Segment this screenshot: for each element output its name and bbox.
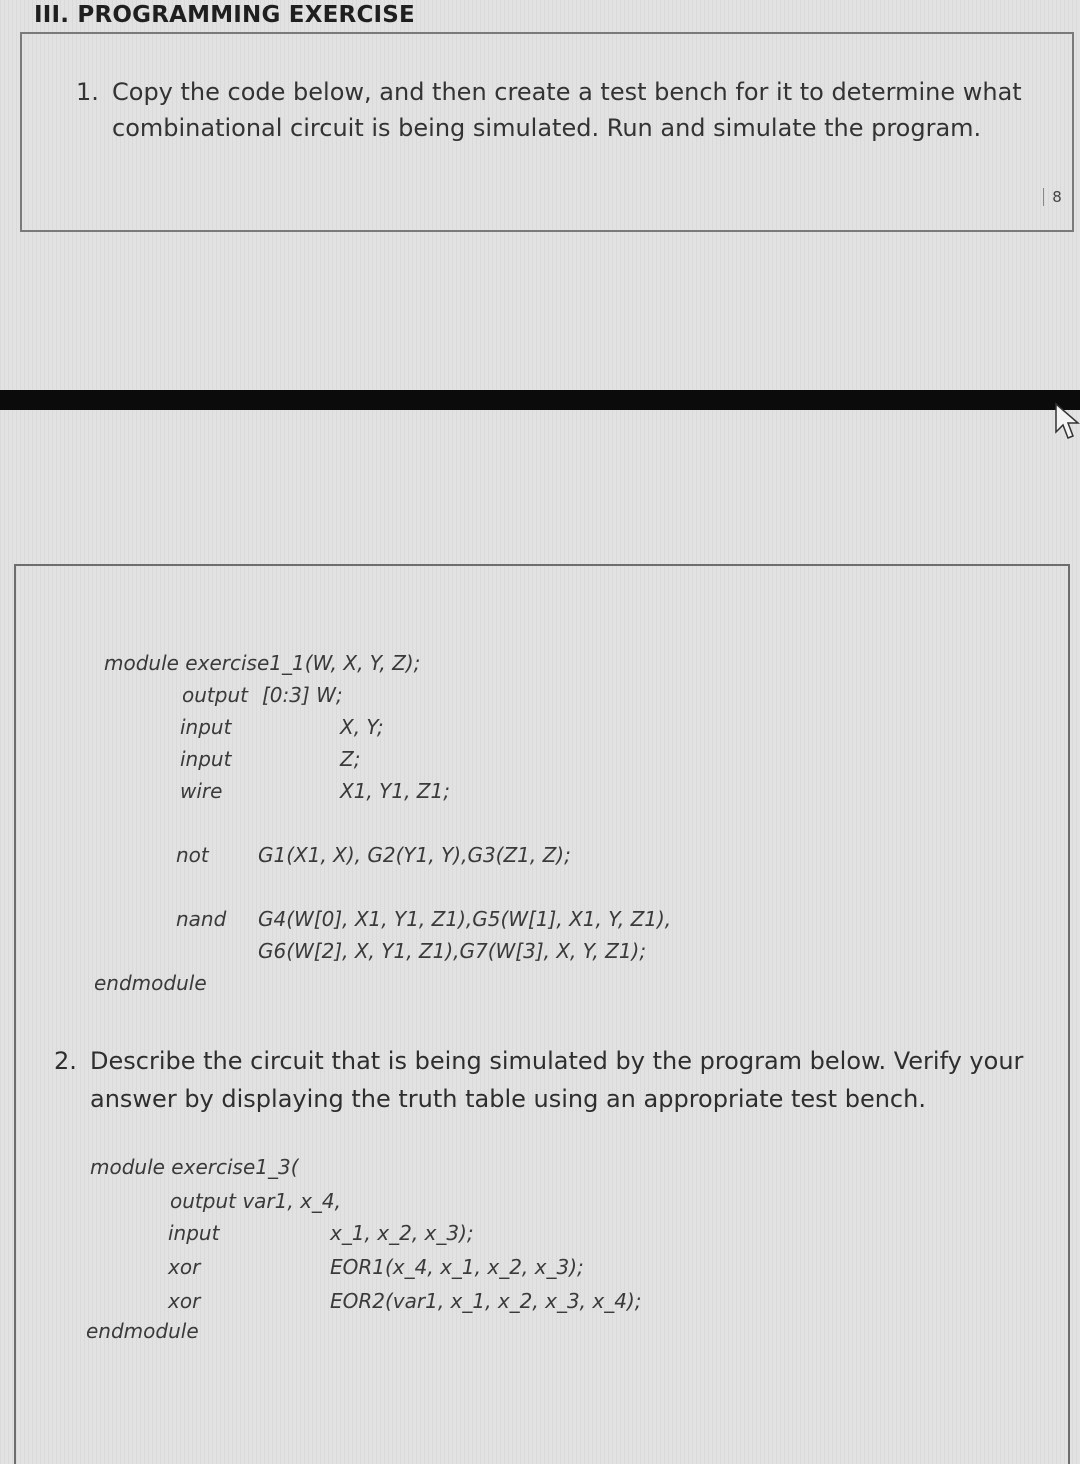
code2-xor2-value: EOR2(var1, x_1, x_2, x_3, x_4); — [330, 1289, 642, 1313]
section-heading: III. PROGRAMMING EXERCISE — [34, 2, 415, 28]
code1-input2-keyword: input — [180, 747, 232, 771]
question-2-text: Describe the circuit that is being simulated by the program below. Verify your answer by displaying the truth table using an appropriate test bench. — [90, 1047, 1024, 1113]
question-1 — [76, 74, 1076, 146]
code2-endmodule: endmodule — [86, 1319, 199, 1343]
question-1-number: 1. — [76, 78, 99, 106]
code2-xor1-keyword: xor — [168, 1255, 201, 1279]
page-divider-bar — [0, 390, 1080, 410]
code1-wire-value: X1, Y1, Z1; — [340, 779, 450, 803]
code1-module-line: module exercise1_1(W, X, Y, Z); — [104, 651, 421, 675]
code1-nand-value-1: G4(W[0], X1, Y1, Z1),G5(W[1], X1, Y, Z1), — [258, 907, 672, 931]
code2-input-value: x_1, x_2, x_3); — [330, 1221, 474, 1245]
code1-wire-keyword: wire — [180, 779, 223, 803]
question-2 — [54, 1042, 1064, 1118]
code2-output-line: output var1, x_4, — [170, 1189, 341, 1213]
code1-not-keyword: not — [176, 843, 209, 867]
code1-not-value: G1(X1, X), G2(Y1, Y),G3(Z1, Z); — [258, 843, 571, 867]
code1-endmodule: endmodule — [94, 971, 207, 995]
code1-output-value: [0:3] W; — [262, 683, 343, 707]
question-1-text: Copy the code below, and then create a test bench for it to determine what combinational circuit is being simulated. Run and simulate the program. — [112, 78, 1022, 142]
code2-module-line: module exercise1_3( — [90, 1155, 299, 1179]
points-value: 8 — [1043, 188, 1068, 206]
code1-nand-keyword: nand — [176, 907, 227, 931]
code1-output-keyword: output — [182, 683, 248, 707]
code2-xor1-value: EOR1(x_4, x_1, x_2, x_3); — [330, 1255, 584, 1279]
question-2-number: 2. — [54, 1047, 77, 1075]
code1-input1-value: X, Y; — [340, 715, 384, 739]
code2-input-keyword: input — [168, 1221, 220, 1245]
code1-nand-value-2: G6(W[2], X, Y1, Z1),G7(W[3], X, Y, Z1); — [258, 939, 647, 963]
code1-input2-value: Z; — [340, 747, 361, 771]
code1-input1-keyword: input — [180, 715, 232, 739]
mouse-pointer-icon — [1054, 402, 1080, 442]
code2-xor2-keyword: xor — [168, 1289, 201, 1313]
